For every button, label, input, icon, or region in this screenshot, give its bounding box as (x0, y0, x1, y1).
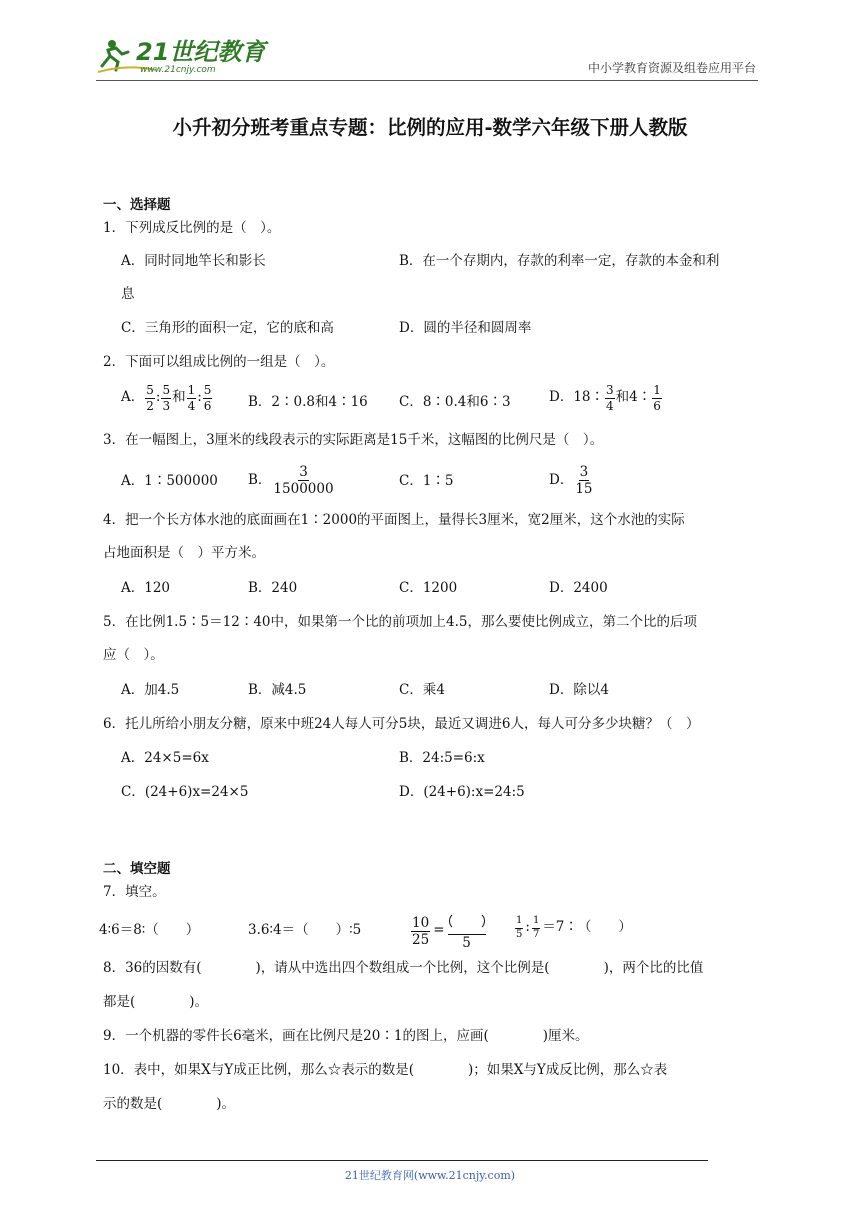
q5-stem: 5．在比例1.5∶5＝12∶40中，如果第一个比的前项加上4.5，那么要使比例成立，第二个比的后项 (103, 614, 697, 630)
q7-part-3 (411, 912, 486, 950)
q1-option-b: B．在一个存期内，存款的利率一定，存款的本金和利 (399, 253, 720, 269)
q2-a-label: A． (121, 389, 145, 406)
fraction: $\frac{5}{3}$ (162, 383, 171, 413)
q2-option-b: B．2∶0.8和4∶16 (248, 394, 368, 410)
fraction: $\frac{1}{6}$ (653, 383, 661, 413)
colon: : (525, 919, 530, 936)
q3-stem: 3．在一幅图上，3厘米的线段表示的实际距离是15千米，这幅图的比例尺是（ ）。 (103, 432, 604, 448)
q3-d-label: D． (549, 471, 574, 488)
q5-option-c: C．乘4 (399, 682, 445, 698)
q7-stem: 7．填空。 (103, 884, 166, 900)
section-heading-choice: 一、选择题 (103, 197, 171, 213)
q6-option-c: C．(24+6)x=24×5 (121, 784, 249, 800)
fraction: $\frac{3}{4}$ (606, 383, 614, 413)
q1-option-a: A．同时同地竿长和影长 (121, 253, 266, 269)
q5-option-b: B．减4.5 (248, 682, 307, 698)
page-title: 小升初分班考重点专题：比例的应用-数学六年级下册人教版 (172, 116, 688, 139)
q6-option-a: A．24×5=6x (121, 750, 209, 766)
q1-option-d: D．圆的半径和圆周率 (399, 320, 532, 336)
header-divider (96, 80, 758, 81)
q2-stem: 2．下面可以组成比例的一组是（ ）。 (103, 354, 335, 370)
q3-b-label: B． (248, 471, 272, 488)
runner-logo-icon (96, 36, 276, 76)
q6-option-b: B．24:5=6:x (399, 750, 485, 766)
fraction: $\frac{1}{5}$ (516, 915, 523, 940)
fraction: $\frac{5}{2}$ (146, 383, 154, 413)
section-heading-fill: 二、填空题 (103, 861, 171, 877)
q1-option-c: C．三角形的面积一定，它的底和高 (121, 320, 334, 336)
q9-line-1: 9．一个机器的零件长6毫米，画在比例尺是20∶1的图上，应画( )厘米。 (103, 1028, 589, 1044)
q5-option-d: D．除以4 (549, 682, 609, 698)
and-text: 和 (172, 389, 186, 406)
fraction: 5 (448, 912, 486, 950)
q2-d-mid: 和4∶ (615, 389, 652, 406)
fraction: $\frac{3}{1500000}$ (273, 464, 334, 498)
q10-line-2: 示的数是( )。 (103, 1096, 236, 1112)
colon: : (197, 389, 202, 406)
fraction: $\frac{1}{7}$ (532, 915, 540, 940)
q3-option-a: A．1∶500000 (121, 473, 218, 489)
q8-line-1: 8．36的因数有( )，请从中选出四个数组成一个比例，这个比例是( )，两个比的比值 (103, 960, 704, 976)
logo-url: www.21cnjy.com (140, 65, 216, 75)
q6-stem: 6．托儿所给小朋友分糖，原来中班24人每人可分5块，最近又调进6人，每人可分多少块糖？（ ） (103, 716, 700, 732)
q4-option-a: A．120 (121, 580, 171, 596)
q2-option-c: C．8∶0.4和6∶3 (399, 394, 511, 410)
site-logo (96, 36, 276, 76)
q7-part-4 (515, 916, 632, 940)
q7-part-1: 4∶6＝8∶（ ） (99, 922, 200, 938)
footer-divider (96, 1160, 708, 1161)
q8-line-2: 都是( )。 (103, 994, 209, 1010)
answer-blank[interactable] (449, 912, 485, 930)
q6-option-d: D．(24+6):x=24:5 (399, 784, 525, 800)
q4-option-d: D．2400 (549, 580, 608, 596)
q1-option-b-cont: 息 (121, 286, 135, 302)
q4-stem-cont: 占地面积是（ ）平方米。 (103, 545, 265, 561)
q10-line-1: 10．表中，如果X与Y成正比例，那么☆表示的数是( )；如果X与Y成反比例，那么☆表 (103, 1062, 668, 1078)
q7-part-4-tail: ＝7∶（ ） (542, 919, 632, 936)
colon: : (155, 389, 161, 406)
platform-name: 中小学教育资源及组卷应用平台 (587, 61, 756, 75)
fraction: $\frac{3}{15}$ (575, 464, 593, 498)
q3-option-d (549, 465, 593, 496)
q4-option-b: B．240 (248, 580, 298, 596)
q3-option-c: C．1∶5 (399, 473, 454, 489)
footer-text[interactable]: 21世纪教育网(www.21cnjy.com) (344, 1169, 516, 1182)
q5-option-a: A．加4.5 (121, 682, 180, 698)
q2-d-label: D．18∶ (549, 389, 605, 406)
logo-text: 21世纪教育 (136, 38, 266, 66)
q5-stem-cont: 应（ ）。 (103, 647, 164, 663)
q3-option-b (248, 465, 334, 496)
q7-part-2: 3.6∶4＝（ ）∶5 (248, 922, 362, 938)
q1-stem: 1．下列成反比例的是（ ）。 (103, 220, 281, 236)
q4-option-c: C．1200 (399, 580, 458, 596)
fraction: $\frac{10}{25}$ (412, 914, 430, 948)
q2-option-d (549, 384, 662, 412)
q4-stem: 4．把一个长方体水池的底面画在1∶2000的平面图上，量得长3厘米，宽2厘米，这个水池的实际 (103, 512, 685, 528)
fraction: $\frac{1}{4}$ (187, 383, 196, 413)
fraction: $\frac{5}{6}$ (203, 383, 212, 413)
equals: = (433, 922, 445, 939)
q2-option-a (121, 384, 212, 412)
